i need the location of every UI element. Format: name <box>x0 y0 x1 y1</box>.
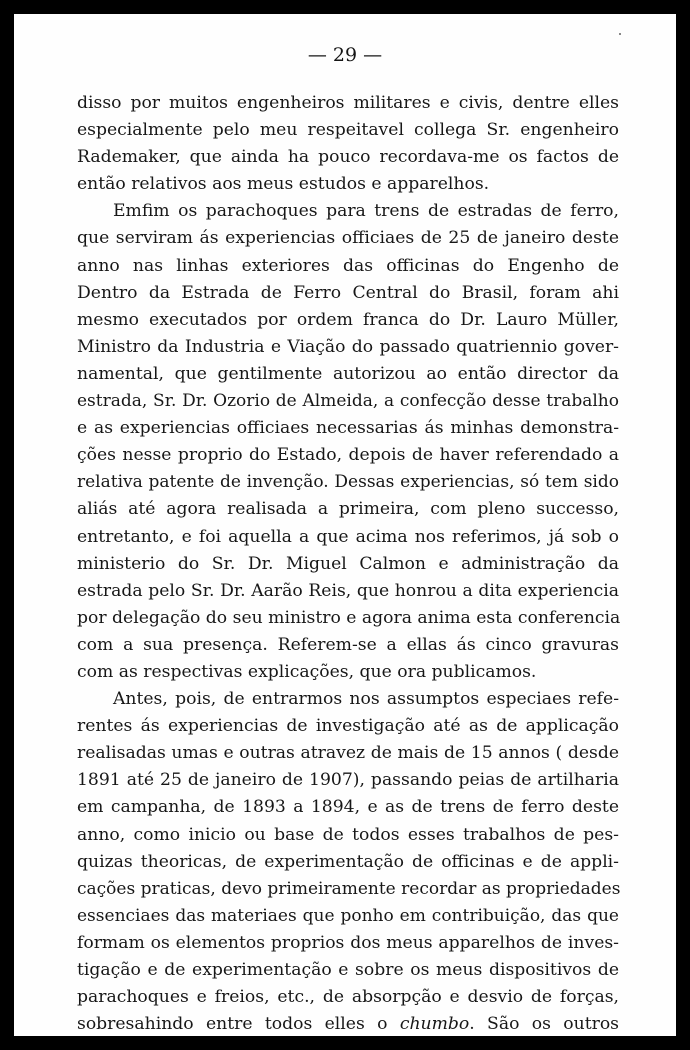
text-line: que serviram ás experiencias officiaes de 25 de janeiro deste <box>77 228 619 249</box>
text-line: anno nas linhas exteriores das officinas do Engenho de <box>77 255 619 276</box>
text-line: com as respectivas explicações, que ora publicamos. <box>77 661 537 682</box>
text-line: Rademaker, que ainda ha pouco recordava-me os factos de <box>77 147 619 168</box>
text-line: formam os elementos proprios dos meus apparelhos de inves- <box>77 932 619 953</box>
text-line: ministerio do Sr. Dr. Miguel Calmon e administração da <box>77 553 619 574</box>
text-line: 1891 até 25 de janeiro de 1907), passando peias de artilharia <box>77 770 619 791</box>
text-line: tigação e de experimentação e sobre os meus dispositivos de <box>77 960 619 980</box>
text-line: Ministro da Industria e Viação do passado quatriennio gover- <box>77 336 619 357</box>
text-line: estrada pelo Sr. Dr. Aarão Reis, que honrou a dita experiencia <box>77 580 619 601</box>
text-line: estrada, Sr. Dr. Ozorio de Almeida, a confecção desse trabalho <box>77 391 619 412</box>
text-line: essenciaes das materiaes que ponho em contribuição, das que <box>77 905 619 926</box>
body-text <box>77 90 619 1038</box>
text-line: entretanto, e foi aquella a que acima nos referimos, já sob o <box>77 526 619 547</box>
text-line: Dentro da Estrada de Ferro Central do Brasil, foram ahi <box>77 282 619 303</box>
text-line: disso por muitos engenheiros militares e civis, dentre elles <box>77 93 619 113</box>
text-line: Emfim os parachoques para trens de estradas de ferro, <box>113 201 619 222</box>
text-line: especialmente pelo meu respeitavel collega Sr. engenheiro <box>77 120 619 141</box>
page-number: — 29 — <box>307 44 383 66</box>
text-line: sobresahindo entre todos elles o chumbo. São os outros <box>77 1014 619 1035</box>
text-line: com a sua presença. Referem-se a ellas ás cinco gravuras <box>77 634 619 655</box>
text-line: rentes ás experiencias de investigação até as de applicação <box>77 716 619 737</box>
text-line: cações praticas, devo primeiramente recordar as propriedades <box>77 878 621 899</box>
text-line: aliás até agora realisada a primeira, com pleno successo, <box>77 499 619 520</box>
text-line: Antes, pois, de entrarmos nos assumptos especiaes refe- <box>113 689 619 710</box>
text-line: ções nesse proprio do Estado, depois de haver referendado a <box>77 445 619 466</box>
text-line: então relativos aos meus estudos e apparelhos. <box>77 174 490 195</box>
text-line: realisadas umas e outras atravez de mais de 15 annos ( desde <box>77 743 619 764</box>
text-line: relativa patente de invenção. Dessas experiencias, só tem sido <box>77 472 619 493</box>
text-line: mesmo executados por ordem franca do Dr. Lauro Müller, <box>77 309 619 330</box>
text-line: parachoques e freios, etc., de absorpção e desvio de forças, <box>77 987 619 1008</box>
text-line: anno, como inicio ou base de todos esses trabalhos de pes- <box>77 824 619 845</box>
book-page <box>14 14 676 1036</box>
text-line: em campanha, de 1893 a 1894, e as de trens de ferro deste <box>77 797 619 818</box>
text-line: quizas theoricas, de experimentação de officinas e de appli- <box>77 851 619 872</box>
emphasized-word: chumbo <box>399 1014 470 1035</box>
text-line: namental, que gentilmente autorizou ao então director da <box>77 363 619 384</box>
text-line: por delegação do seu ministro e agora anima esta conferencia <box>77 607 621 628</box>
marginal-speck <box>619 33 621 35</box>
text-line: e as experiencias officiaes necessarias ás minhas demonstra- <box>77 418 619 439</box>
